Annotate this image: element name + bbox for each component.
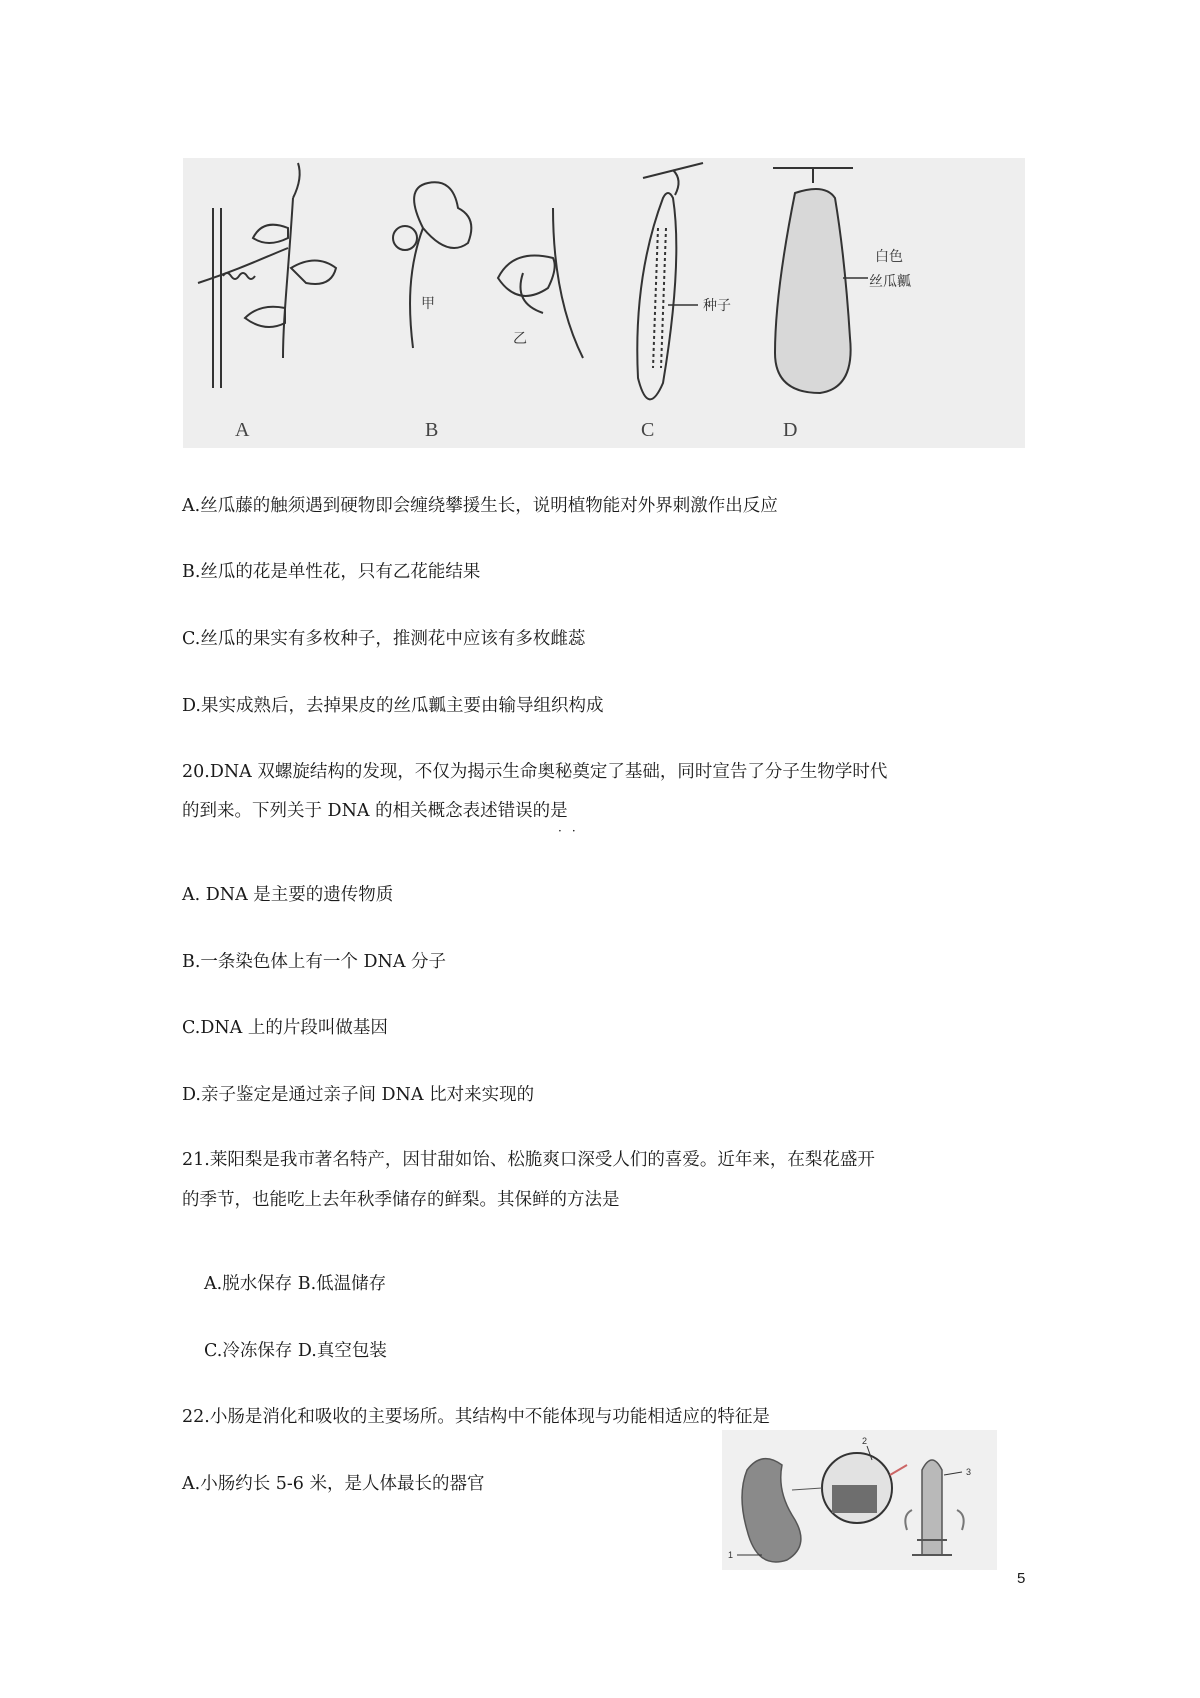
q19-option-d: D.果实成熟后，去掉果皮的丝瓜瓤主要由输导组织构成 bbox=[182, 696, 604, 716]
small-intestine-illustration bbox=[722, 1430, 997, 1570]
loofah-illustration bbox=[183, 158, 1025, 448]
q21-stem-line-2: 的季节，也能吃上去年秋季储存的鲜梨。其保鲜的方法是 bbox=[182, 1190, 620, 1210]
q20-option-b: B.一条染色体上有一个 DNA 分子 bbox=[182, 952, 447, 972]
q22-option-a: A.小肠约长 5-6 米，是人体最长的器官 bbox=[182, 1474, 485, 1494]
q20-stem-line-1: 20.DNA 双螺旋结构的发现，不仅为揭示生命奥秘奠定了基础，同时宣告了分子生物学时代 bbox=[182, 762, 888, 782]
panel-a-vine-drawing bbox=[198, 163, 336, 388]
q19-option-a: A.丝瓜藤的触须遇到硬物即会缠绕攀援生长，说明植物能对外界刺激作出反应 bbox=[182, 496, 778, 516]
flower-label-yi: 乙 bbox=[513, 331, 527, 347]
q22-stem: 22.小肠是消化和吸收的主要场所。其结构中不能体现与功能相适应的特征是 bbox=[182, 1407, 770, 1427]
q20-option-d: D.亲子鉴定是通过亲子间 DNA 比对来实现的 bbox=[182, 1085, 535, 1105]
flower-label-jia: 甲 bbox=[421, 296, 435, 312]
panel-label-a: A bbox=[235, 419, 250, 441]
pulp-label-loofah-sponge: 丝瓜瓤 bbox=[869, 274, 911, 290]
q19-option-c: C.丝瓜的果实有多枚种子，推测花中应该有多枚雌蕊 bbox=[182, 629, 586, 649]
seed-label: 种子 bbox=[703, 298, 731, 314]
q20-option-c: C.DNA 上的片段叫做基因 bbox=[182, 1018, 388, 1038]
emphasis-dots: ·· bbox=[558, 824, 586, 838]
figure-number-3: 3 bbox=[966, 1467, 972, 1477]
panel-b-flowers-drawing bbox=[393, 182, 583, 358]
pulp-label-white: 白色 bbox=[875, 249, 903, 265]
panel-label-b: B bbox=[425, 419, 439, 441]
panel-label-c: C bbox=[641, 419, 655, 441]
q21-options-row-1: A.脱水保存 B.低温储存 bbox=[204, 1274, 387, 1294]
small-intestine-figure bbox=[722, 1430, 997, 1570]
figure-number-2: 2 bbox=[862, 1436, 868, 1446]
q19-option-b: B.丝瓜的花是单性花，只有乙花能结果 bbox=[182, 562, 481, 582]
q21-options-row-2: C.冷冻保存 D.真空包装 bbox=[204, 1341, 387, 1361]
panel-c-fruit-drawing bbox=[637, 163, 703, 399]
page-number: 5 bbox=[1017, 1570, 1026, 1587]
q21-stem-line-1: 21.莱阳梨是我市著名特产，因甘甜如饴、松脆爽口深受人们的喜爱。近年来，在梨花盛开 bbox=[182, 1150, 875, 1170]
panel-label-d: D bbox=[783, 419, 798, 441]
figure-number-1: 1 bbox=[728, 1550, 734, 1560]
q20-option-a: A. DNA 是主要的遗传物质 bbox=[182, 885, 394, 905]
loofah-figure bbox=[183, 158, 1025, 448]
q20-stem-line-2: 的到来。下列关于 DNA 的相关概念表述错误的是 bbox=[182, 801, 568, 821]
panel-d-pulp-drawing bbox=[773, 168, 853, 393]
